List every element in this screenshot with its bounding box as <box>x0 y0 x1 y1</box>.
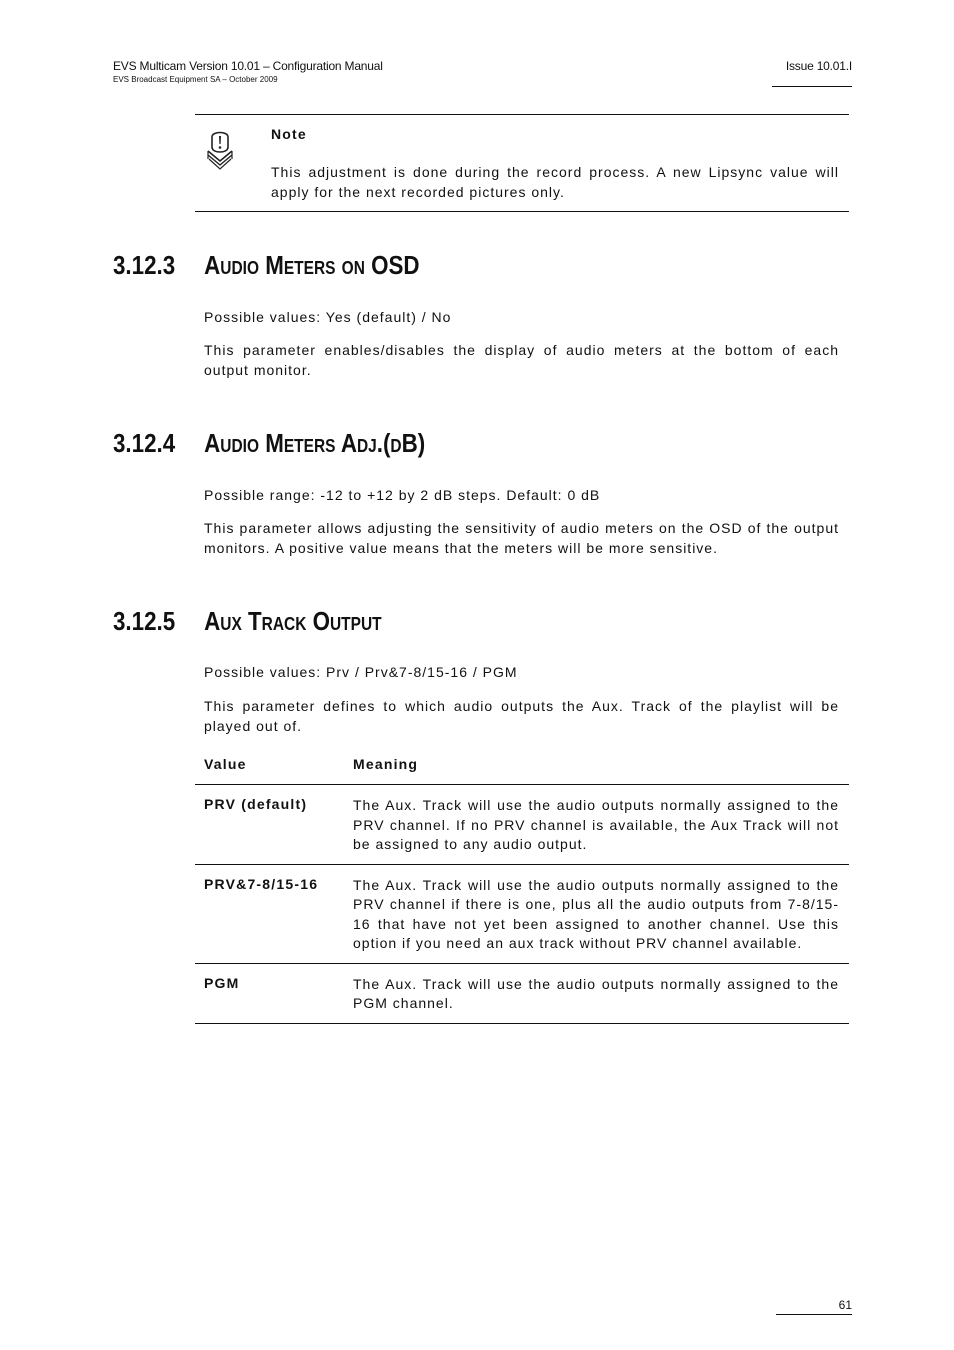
footer-rule <box>776 1314 852 1315</box>
issue-label: Issue 10.01.I <box>785 59 852 73</box>
page-header <box>113 59 383 84</box>
table-cell-meaning: The Aux. Track will use the audio outputs normally assigned to the PRV channel. If no PRV channel is available, the Aux Track will not be assigned to any audio output. <box>353 797 839 852</box>
page-number: 61 <box>838 1298 852 1312</box>
note-title: Note <box>271 126 307 142</box>
paragraph: Possible values: Prv / Prv&7-8/15-16 / PGM <box>204 664 518 680</box>
note-box <box>195 114 849 212</box>
paragraph: This parameter defines to which audio outputs the Aux. Track of the playlist will be played out of. <box>204 698 839 734</box>
note-text: This adjustment is done during the record process. A new Lipsync value will apply for the next recorded pictures only. <box>271 164 839 200</box>
table-cell-value: PRV&7-8/15-16 <box>204 875 319 892</box>
table-header-meaning: Meaning <box>353 756 419 772</box>
document-subtitle: EVS Broadcast Equipment SA – October 2009 <box>113 75 278 84</box>
table-cell-meaning: The Aux. Track will use the audio outputs normally assigned to the PRV channel if there is one, plus all the audio outputs from 7-8/15-16 that have not yet been assigned to another channel. Use this option if you need an aux track without PRV channel available. <box>353 876 839 951</box>
section-heading-aux-track-output <box>113 606 382 637</box>
table-row <box>195 865 849 964</box>
table-cell-value: PRV (default) <box>204 796 308 812</box>
values-table <box>195 752 849 1024</box>
section-number: 3.12.5 <box>113 606 176 636</box>
section-heading-audio-meters-osd <box>113 250 420 281</box>
section-heading-audio-meters-adj <box>113 428 425 459</box>
document-title: EVS Multicam Version 10.01 – Configuration Manual <box>113 59 383 73</box>
table-cell-value: PGM <box>204 974 240 991</box>
table-row <box>195 785 849 865</box>
paragraph: This parameter enables/disables the display of audio meters at the bottom of each output monitor. <box>204 342 839 378</box>
table-header <box>195 752 849 785</box>
header-rule <box>772 86 852 87</box>
note-hand-icon <box>203 127 237 171</box>
section-title: Aux Track Output <box>204 606 382 636</box>
section-title: Audio Meters on OSD <box>204 250 420 280</box>
table-row <box>195 964 849 1024</box>
section-title: Audio Meters Adj.(dB) <box>204 428 426 458</box>
paragraph: Possible range: -12 to +12 by 2 dB steps. Default: 0 dB <box>204 487 601 503</box>
section-number: 3.12.3 <box>113 250 176 280</box>
table-cell-meaning: The Aux. Track will use the audio outputs normally assigned to the PGM channel. <box>353 975 839 1011</box>
table-header-value: Value <box>204 756 247 772</box>
paragraph: This parameter allows adjusting the sensitivity of audio meters on the OSD of the output monitors. A positive value means that the meters will be more sensitive. <box>204 520 839 556</box>
paragraph: Possible values: Yes (default) / No <box>204 309 452 325</box>
section-number: 3.12.4 <box>113 428 176 458</box>
